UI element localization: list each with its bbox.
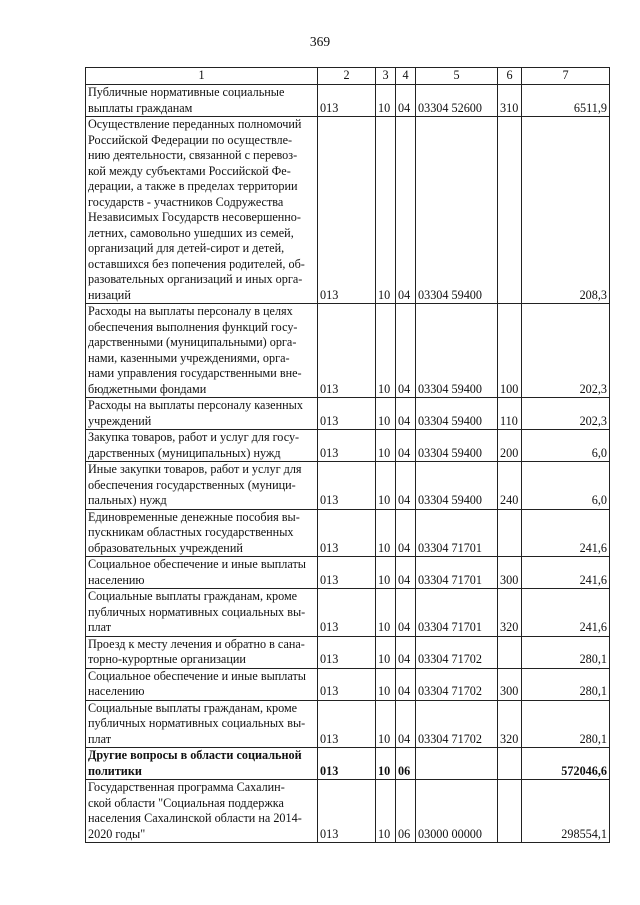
cell-subsection-code: 04 — [396, 117, 416, 304]
cell-row-name — [86, 748, 318, 780]
cell-row-name — [86, 304, 318, 398]
cell-subsection-code: 04 — [396, 304, 416, 398]
row-name-text: Другие вопросы в области социальной политики — [88, 748, 302, 778]
cell-subsection-code: 04 — [396, 668, 416, 700]
cell-admin-code: 013 — [318, 780, 376, 843]
row-name-text: Единовременные денежные пособия вы- пускникам областных государственных образовательных учреждений — [88, 509, 300, 555]
cell-row-name — [86, 636, 318, 668]
cell-subsection-code: 04 — [396, 509, 416, 557]
cell-amount: 6,0 — [522, 462, 610, 510]
cell-admin-code: 013 — [318, 589, 376, 637]
table-row — [86, 462, 610, 510]
cell-admin-code: 013 — [318, 430, 376, 462]
cell-row-name — [86, 462, 318, 510]
cell-row-name — [86, 668, 318, 700]
cell-amount: 572046,6 — [522, 748, 610, 780]
cell-target-article-code: 03304 59400 — [416, 117, 498, 304]
cell-admin-code: 013 — [318, 117, 376, 304]
cell-admin-code: 013 — [318, 668, 376, 700]
table-row — [86, 780, 610, 843]
cell-subsection-code: 04 — [396, 700, 416, 748]
cell-target-article-code: 03304 71701 — [416, 589, 498, 637]
column-header: 7 — [522, 68, 610, 85]
cell-subsection-code: 06 — [396, 780, 416, 843]
cell-amount: 280,1 — [522, 700, 610, 748]
column-header: 6 — [498, 68, 522, 85]
cell-target-article-code: 03304 71701 — [416, 557, 498, 589]
cell-target-article-code — [416, 748, 498, 780]
cell-row-name — [86, 430, 318, 462]
cell-expense-type-code: 300 — [498, 557, 522, 589]
cell-target-article-code: 03000 00000 — [416, 780, 498, 843]
cell-expense-type-code: 240 — [498, 462, 522, 510]
cell-target-article-code: 03304 71702 — [416, 668, 498, 700]
cell-amount: 6,0 — [522, 430, 610, 462]
cell-subsection-code: 04 — [396, 85, 416, 117]
row-name-text: Закупка товаров, работ и услуг для госу- дарственных (муниципальных) нужд — [88, 430, 300, 460]
table-row — [86, 85, 610, 117]
column-header: 4 — [396, 68, 416, 85]
cell-target-article-code: 03304 59400 — [416, 304, 498, 398]
cell-target-article-code: 03304 59400 — [416, 430, 498, 462]
cell-amount: 202,3 — [522, 304, 610, 398]
cell-amount: 6511,9 — [522, 85, 610, 117]
budget-table — [85, 67, 610, 843]
cell-section-code: 10 — [376, 636, 396, 668]
cell-admin-code: 013 — [318, 304, 376, 398]
row-name-text: Проезд к месту лечения и обратно в сана- торно-курортные организации — [88, 636, 305, 666]
cell-admin-code: 013 — [318, 700, 376, 748]
cell-admin-code: 013 — [318, 748, 376, 780]
row-name-text: Расходы на выплаты персоналу казенных учреждений — [88, 398, 303, 428]
cell-subsection-code: 04 — [396, 636, 416, 668]
table-header-row — [86, 68, 610, 85]
row-name-text: Расходы на выплаты персоналу в целях обеспечения выполнения функций госу- дарственными (муниципальными) орга- нами, казенными учреждениями, орга- нами управления государственными вне- бюджетными фондами — [88, 304, 302, 396]
table-row — [86, 117, 610, 304]
row-name-text: Государственная программа Сахалин- ской области "Социальная поддержка населения Сахалинской области на 2014- 2020 годы" — [88, 780, 302, 841]
cell-amount: 280,1 — [522, 636, 610, 668]
cell-admin-code: 013 — [318, 557, 376, 589]
cell-section-code: 10 — [376, 780, 396, 843]
cell-amount: 241,6 — [522, 589, 610, 637]
cell-target-article-code: 03304 71702 — [416, 700, 498, 748]
cell-section-code: 10 — [376, 509, 396, 557]
cell-expense-type-code: 320 — [498, 589, 522, 637]
cell-section-code: 10 — [376, 430, 396, 462]
cell-section-code: 10 — [376, 117, 396, 304]
cell-expense-type-code: 310 — [498, 85, 522, 117]
cell-admin-code: 013 — [318, 462, 376, 510]
cell-target-article-code: 03304 52600 — [416, 85, 498, 117]
cell-amount: 241,6 — [522, 509, 610, 557]
table-row — [86, 398, 610, 430]
cell-section-code: 10 — [376, 557, 396, 589]
cell-row-name — [86, 700, 318, 748]
cell-row-name — [86, 117, 318, 304]
cell-subsection-code: 06 — [396, 748, 416, 780]
column-header: 2 — [318, 68, 376, 85]
cell-section-code: 10 — [376, 398, 396, 430]
row-name-text: Иные закупки товаров, работ и услуг для обеспечения государственных (муници- пальных) нужд — [88, 462, 302, 507]
cell-admin-code: 013 — [318, 85, 376, 117]
cell-amount: 298554,1 — [522, 780, 610, 843]
cell-expense-type-code: 300 — [498, 668, 522, 700]
cell-expense-type-code: 200 — [498, 430, 522, 462]
cell-section-code: 10 — [376, 748, 396, 780]
cell-section-code: 10 — [376, 589, 396, 637]
cell-expense-type-code: 320 — [498, 700, 522, 748]
row-name-text: Социальные выплаты гражданам, кроме публичных нормативных социальных вы- плат — [88, 589, 306, 634]
cell-subsection-code: 04 — [396, 430, 416, 462]
cell-amount: 241,6 — [522, 557, 610, 589]
cell-row-name — [86, 780, 318, 843]
table-row — [86, 509, 610, 557]
cell-row-name — [86, 557, 318, 589]
cell-row-name — [86, 589, 318, 637]
cell-expense-type-code — [498, 636, 522, 668]
row-name-text: Публичные нормативные социальные выплаты гражданам — [88, 85, 285, 115]
cell-amount: 208,3 — [522, 117, 610, 304]
cell-expense-type-code — [498, 509, 522, 557]
cell-expense-type-code: 110 — [498, 398, 522, 430]
cell-target-article-code: 03304 71702 — [416, 636, 498, 668]
cell-target-article-code: 03304 59400 — [416, 462, 498, 510]
cell-section-code: 10 — [376, 668, 396, 700]
cell-target-article-code: 03304 59400 — [416, 398, 498, 430]
cell-row-name — [86, 398, 318, 430]
cell-section-code: 10 — [376, 462, 396, 510]
table-row — [86, 557, 610, 589]
cell-target-article-code: 03304 71701 — [416, 509, 498, 557]
cell-admin-code: 013 — [318, 636, 376, 668]
cell-row-name — [86, 85, 318, 117]
cell-section-code: 10 — [376, 304, 396, 398]
table-row — [86, 636, 610, 668]
table-row — [86, 430, 610, 462]
table-row — [86, 589, 610, 637]
column-header: 5 — [416, 68, 498, 85]
cell-expense-type-code — [498, 748, 522, 780]
table-row — [86, 668, 610, 700]
cell-subsection-code: 04 — [396, 589, 416, 637]
cell-subsection-code: 04 — [396, 398, 416, 430]
table-row — [86, 304, 610, 398]
cell-section-code: 10 — [376, 85, 396, 117]
cell-subsection-code: 04 — [396, 462, 416, 510]
row-name-text: Социальное обеспечение и иные выплаты населению — [88, 557, 306, 587]
cell-row-name — [86, 509, 318, 557]
cell-admin-code: 013 — [318, 398, 376, 430]
column-header: 1 — [86, 68, 318, 85]
table-row — [86, 748, 610, 780]
page-number: 369 — [309, 34, 331, 49]
cell-amount: 202,3 — [522, 398, 610, 430]
row-name-text: Социальные выплаты гражданам, кроме публичных нормативных социальных вы- плат — [88, 700, 306, 746]
cell-admin-code: 013 — [318, 509, 376, 557]
row-name-text: Социальное обеспечение и иные выплаты населению — [88, 668, 306, 698]
cell-subsection-code: 04 — [396, 557, 416, 589]
column-header: 3 — [376, 68, 396, 85]
cell-section-code: 10 — [376, 700, 396, 748]
cell-expense-type-code — [498, 117, 522, 304]
cell-amount: 280,1 — [522, 668, 610, 700]
cell-expense-type-code — [498, 780, 522, 843]
row-name-text: Осуществление переданных полномочий Российской Федерации по осуществле- нию деятельности, связанной с перевоз- кой между субъектами Российской Фе- дерации, а также в пределах территории государств - участников Содружества Независимых Государств несовершенно- летних, самовольно ушедших из семей, организаций для детей-сирот и детей, оставшихся без попечения родителей, об- разовательных организаций и иных орга- низаций — [88, 117, 305, 302]
table-row — [86, 700, 610, 748]
cell-expense-type-code: 100 — [498, 304, 522, 398]
